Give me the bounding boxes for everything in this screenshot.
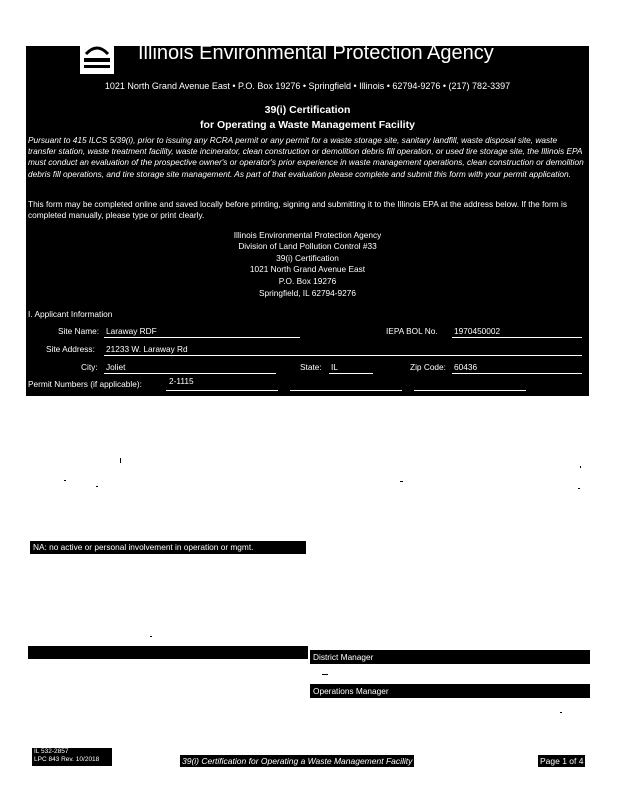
site-address-label: Site Address: bbox=[46, 344, 95, 354]
permit-number-field[interactable]: 2-1115 bbox=[169, 376, 194, 386]
footer-title: 39(i) Certification for Operating a Waste Management Facility bbox=[182, 756, 413, 766]
mailing-line: P.O. Box 19276 bbox=[278, 276, 337, 286]
signature-bar bbox=[28, 646, 308, 659]
form-revision: LPC 843 Rev. 10/2018 bbox=[34, 756, 100, 763]
site-name-field[interactable]: Laraway RDF bbox=[106, 326, 157, 336]
section-title-applicant: I. Applicant Information bbox=[28, 309, 113, 319]
mailing-line: 39(i) Certification bbox=[276, 253, 339, 263]
state-field[interactable]: IL bbox=[331, 362, 338, 372]
bol-label: IEPA BOL No. bbox=[386, 326, 438, 336]
agency-title: Illinois Environmental Protection Agency bbox=[138, 42, 494, 64]
title-field-1[interactable]: District Manager bbox=[310, 650, 590, 664]
site-address-field[interactable]: 21233 W. Laraway Rd bbox=[106, 344, 188, 354]
intro-paragraph: Pursuant to 415 ILCS 5/39(i), prior to issuing any RCRA permit or any permit for a waste storage site, sanitary landfill, waste disposal site, waste transfer station, waste treatment facility, waste incinerator, clean construction or demolition debris fill operation, or used tire storage site, the Illinois EPA must conduct an evaluation of the prospective owner's or operator's prior experience in waste management operations, clean construction or demolition debris fill operations, and tire storage site management. As part of that evaluation please complete and submit this form with your permit application. bbox=[28, 135, 584, 179]
zip-label: Zip Code: bbox=[410, 362, 446, 372]
mailing-line: 1021 North Grand Avenue East bbox=[249, 264, 366, 274]
page-number: Page 1 of 4 bbox=[540, 756, 584, 766]
instructions-paragraph: This form may be completed online and saved locally before printing, signing and submitting it to the Illinois EPA at the address below. If the form is completed manually, please type or print clearly. bbox=[28, 199, 567, 221]
form-body bbox=[0, 396, 618, 800]
mailing-line: Division of Land Pollution Control #33 bbox=[238, 241, 377, 251]
iepa-logo-icon bbox=[80, 40, 114, 74]
certification-subtitle: for Operating a Waste Management Facility bbox=[200, 119, 415, 131]
zip-field[interactable]: 60436 bbox=[454, 362, 478, 372]
state-label: State: bbox=[300, 362, 322, 372]
mailing-line: Springfield, IL 62794-9276 bbox=[258, 288, 357, 298]
bol-field[interactable]: 1970450002 bbox=[454, 326, 501, 336]
form-id: IL 532-2857 bbox=[34, 748, 69, 755]
title-field-2[interactable]: Operations Manager bbox=[310, 684, 590, 698]
form-id-box bbox=[32, 748, 112, 766]
site-name-label: Site Name: bbox=[58, 326, 100, 336]
agency-address: 1021 North Grand Avenue East • P.O. Box 19276 • Springfield • Illinois • 62794-9276 • (217) 782-3397 bbox=[104, 81, 511, 91]
city-label: City: bbox=[81, 362, 98, 372]
header-block bbox=[26, 42, 589, 402]
city-field[interactable]: Joliet bbox=[106, 362, 126, 372]
permit-numbers-label: Permit Numbers (if applicable): bbox=[28, 379, 142, 389]
certification-title: 39(i) Certification bbox=[264, 104, 351, 116]
na-note: NA: no active or personal involvement in operation or mgmt. bbox=[30, 541, 306, 554]
mailing-line: Illinois Environmental Protection Agency bbox=[233, 230, 382, 240]
